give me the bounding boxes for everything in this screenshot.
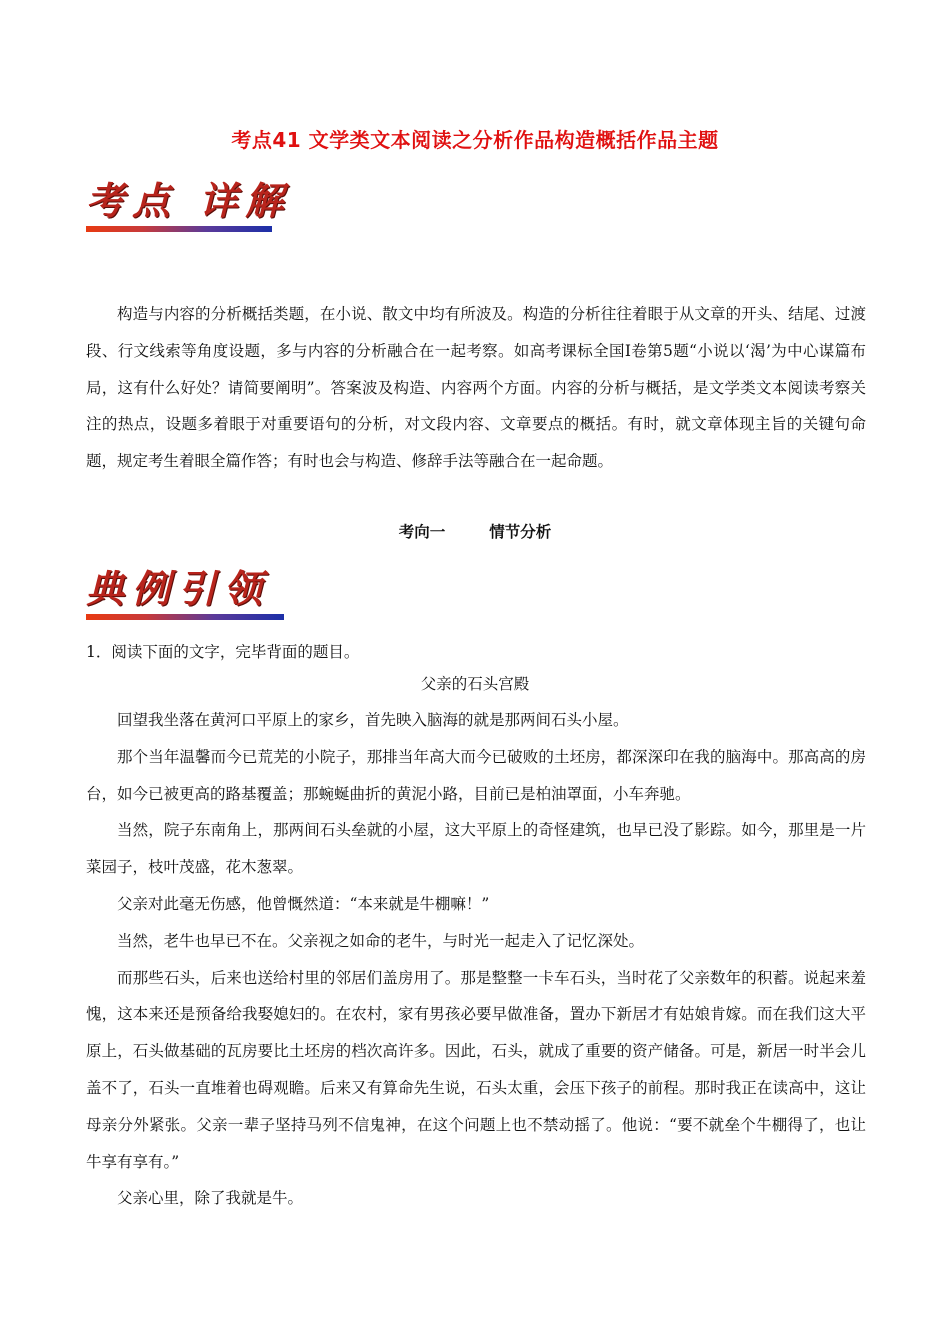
page-title: 考点41 文学类文本阅读之分析作品构造概括作品主题 bbox=[231, 128, 719, 152]
section-banner-explain bbox=[86, 180, 291, 232]
story-paragraph: 父亲心里，除了我就是牛。 bbox=[117, 1189, 304, 1208]
banner-text: 典例引领 bbox=[86, 566, 271, 611]
story-paragraph: 回望我坐落在黄河口平原上的家乡，首先映入脑海的就是那两间石头小屋。 bbox=[117, 711, 629, 729]
story-title: 父亲的石头宫殿 bbox=[420, 675, 530, 693]
section-name: 情节分析 bbox=[489, 523, 552, 541]
story-paragraph: 当然，老牛也早已不在。父亲视之如命的老牛，与时光一起走入了记忆深处。 bbox=[117, 931, 645, 950]
section-number: 考向一 bbox=[398, 523, 446, 541]
section-heading bbox=[0, 520, 950, 542]
banner-underline bbox=[86, 614, 284, 620]
story-paragraph: 当然，院子东南角上，那两间石头垒就的小屋，这大平原上的奇怪建筑，也早已没了影踪。如今，那里是一片菜园子，枝叶茂盛，花木葱翠。 bbox=[86, 821, 866, 877]
story-paragraph: 那个当年温馨而今已荒芜的小院子，那排当年高大而今已破败的土坯房，都深深印在我的脑海中。那高高的房台，如今已被更高的路基覆盖；那蜿蜒曲折的黄泥小路，目前已是柏油罩面，小车奔驰。 bbox=[86, 747, 866, 803]
question-prompt: 1．阅读下面的文字，完毕背面的题目。 bbox=[86, 643, 360, 661]
banner-underline bbox=[86, 226, 272, 232]
story-paragraph: 父亲对此毫无伤感，他曾慨然道：“本来就是牛棚嘛！” bbox=[117, 894, 490, 913]
story-paragraph: 而那些石头，后来也送给村里的邻居们盖房用了。那是整整一卡车石头，当时花了父亲数年的积蓄。说起来羞愧，这本来还是预备给我娶媳妇的。在农村，家有男孩必要早做准备，置办下新居才有姑娘肯嫁。而在我们这大平原上，石头做基础的瓦房要比土坯房的档次高许多。因此，石头，就成了重要的资产储备。可是，新居一时半会儿盖不了，石头一直堆着也碍观瞻。后来又有算命先生说，石头太重，会压下孩子的前程。那时我正在读高中，这让母亲分外紧张。父亲一辈子坚持马列不信鬼神，在这个问题上也不禁动摇了。他说：“要不就垒个牛棚得了，也让牛享有享有。” bbox=[86, 968, 866, 1171]
intro-paragraph: 构造与内容的分析概括类题，在小说、散文中均有所波及。构造的分析往往着眼于从文章的开头、结尾、过渡段、行文线索等角度设题，多与内容的分析融合在一起考察。如高考课标全国Ⅰ卷第5题“小说以‘渴’为中心谋篇布局，这有什么好处？请简要阐明”。答案波及构造、内容两个方面。内容的分析与概括，是文学类文本阅读考察关注的热点，设题多着眼于对重要语句的分析，对文段内容、文章要点的概括。有时，就文章体现主旨的关键句命题，规定考生着眼全篇作答；有时也会与构造、修辞手法等融合在一起命题。 bbox=[86, 305, 866, 471]
banner-text: 考点 详解 bbox=[86, 178, 292, 223]
story-body bbox=[86, 702, 866, 1217]
section-banner-example bbox=[86, 568, 284, 620]
